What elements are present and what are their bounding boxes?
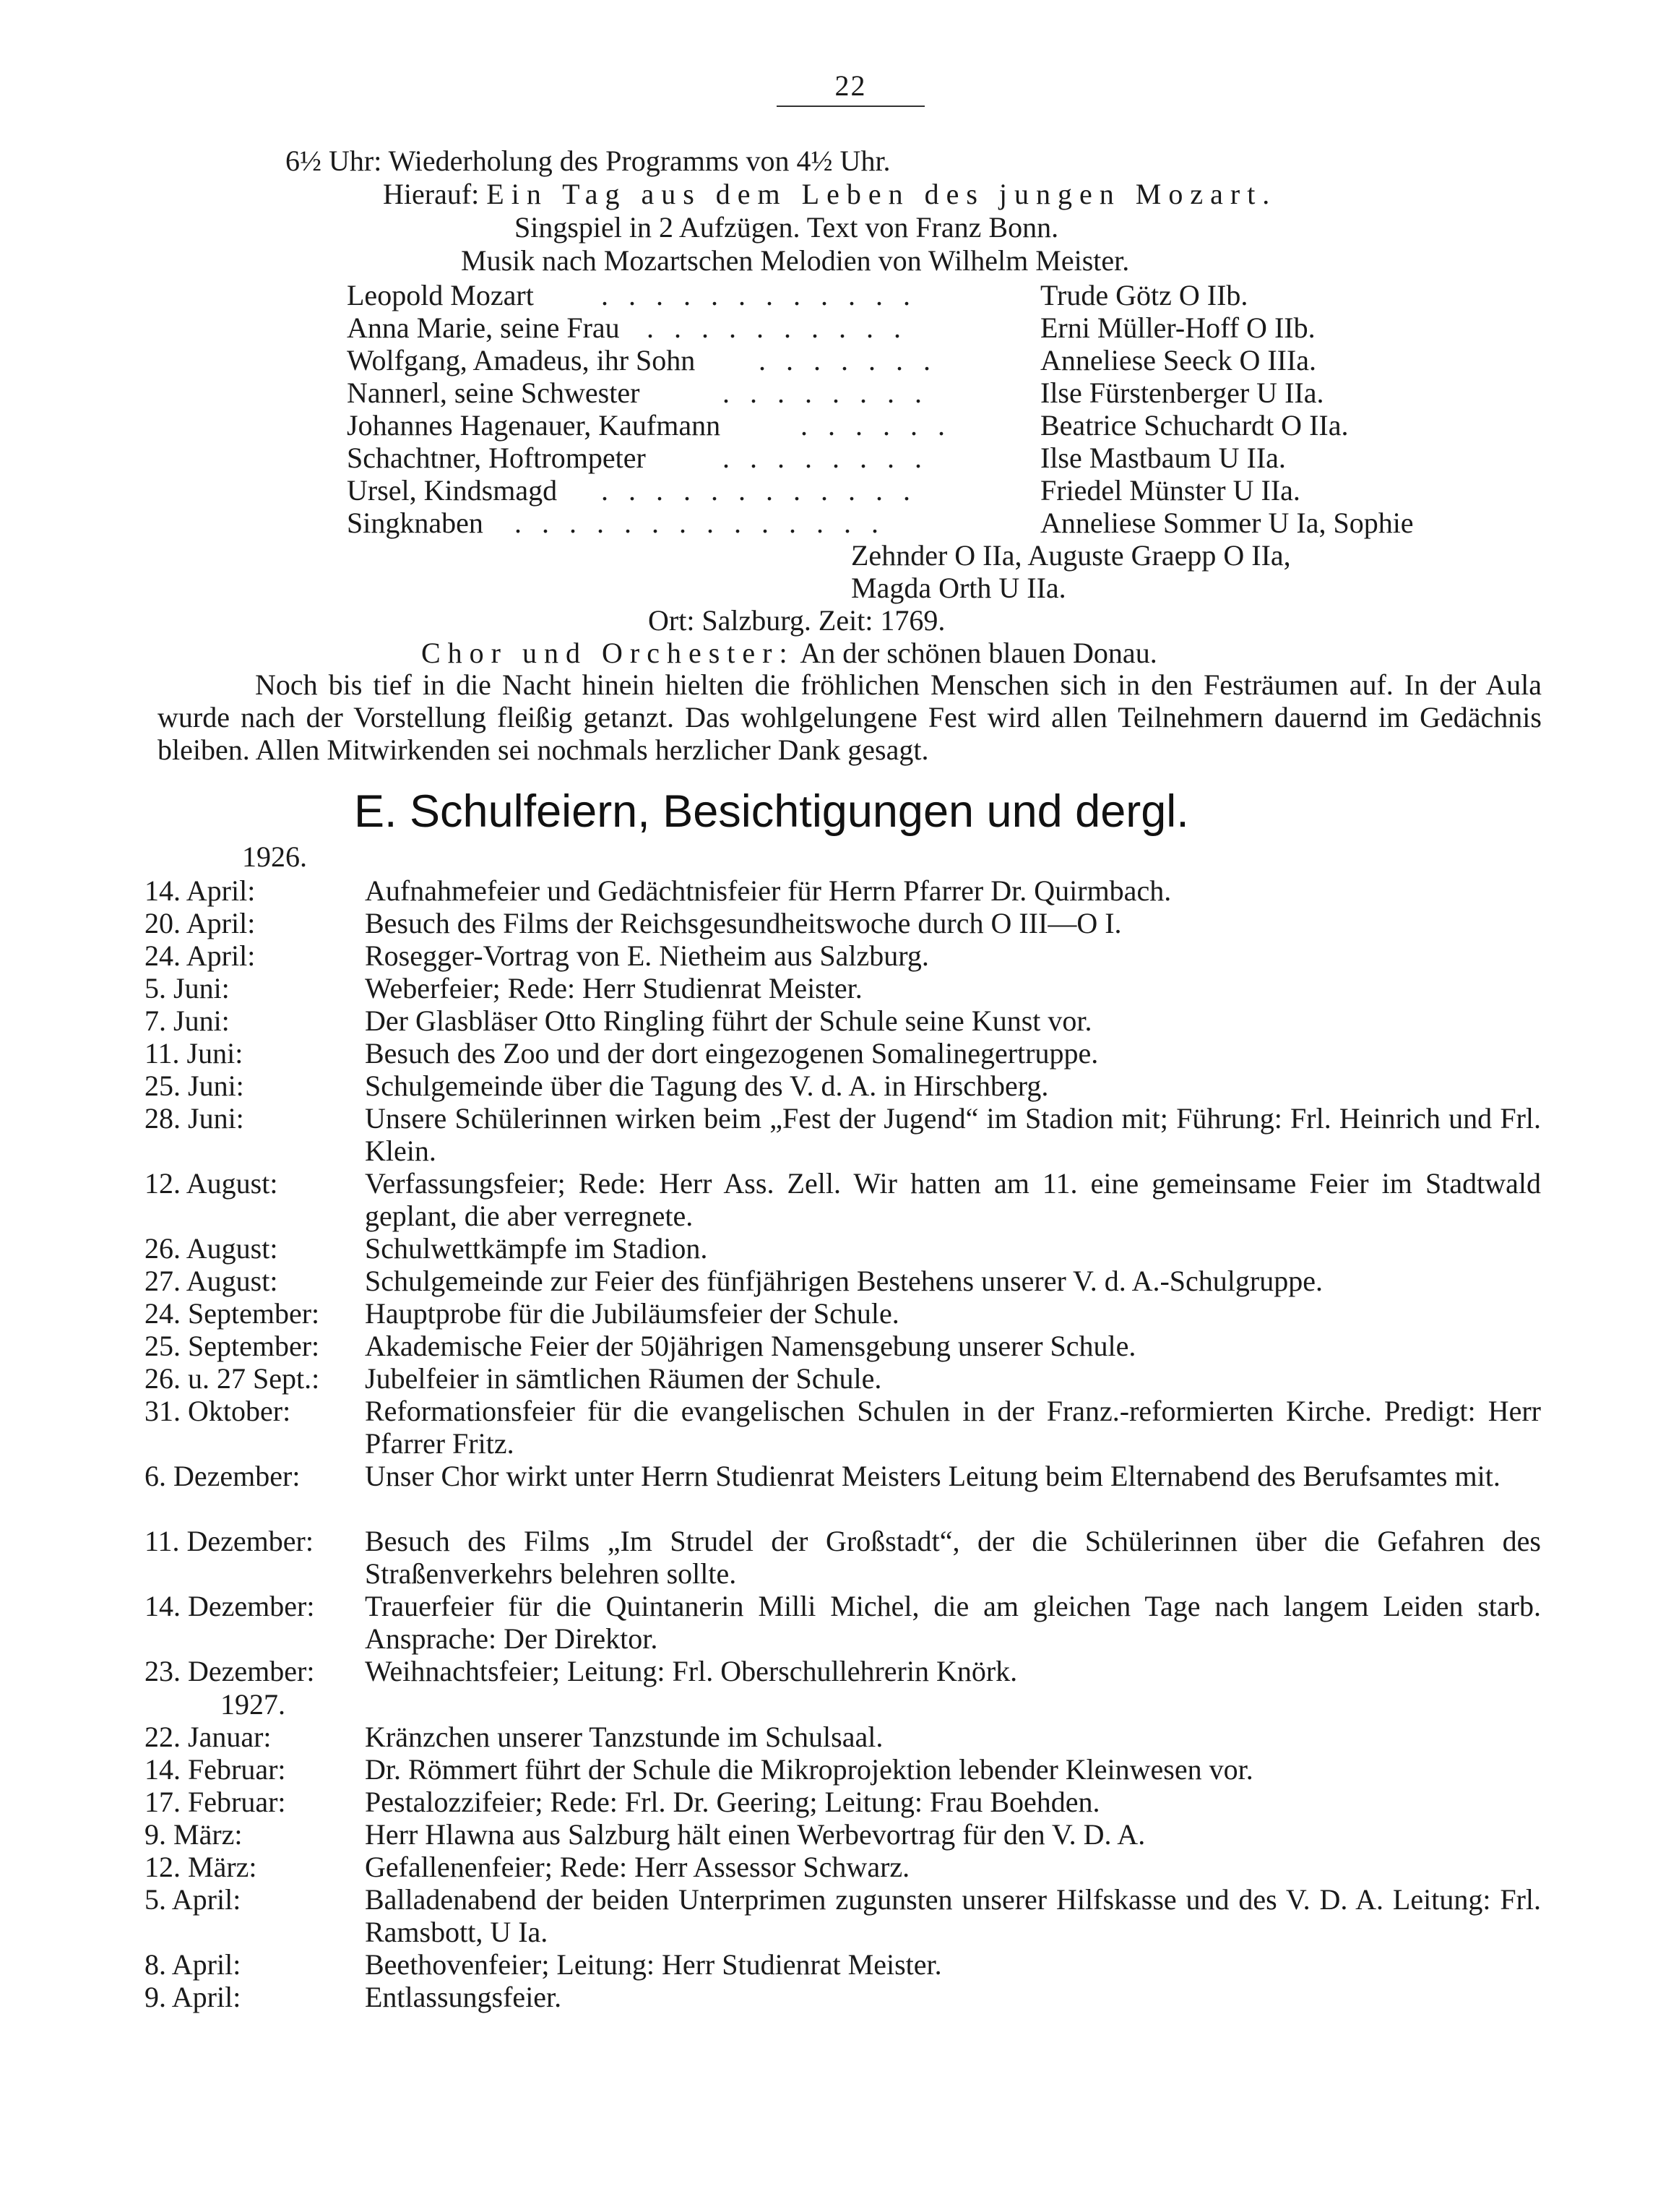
event-date: 7. Juni: [144,1004,230,1037]
leader-dots: . . . . . . . . . . . . [601,474,917,507]
event-date: 14. April: [144,874,256,907]
leader-dots: . . . . . . . . . . . . . . [514,507,885,539]
cast-actor: Erni Müller-Hoff O IIb. [1040,311,1316,344]
section-heading: E. Schulfeiern, Besichtigungen und dergl. [354,786,1189,837]
cast-actor: Friedel Münster U IIa. [1040,474,1300,507]
event-date: 17. Februar: [144,1786,286,1818]
event-text: Unser Chor wirkt unter Herrn Studienrat Meisters Leitung beim Elternabend des Berufsamtes mit. [365,1460,1501,1492]
event-date: 24. April: [144,939,256,972]
event-date: 20. April: [144,907,256,939]
event-date: 22. Januar: [144,1721,272,1753]
event-text: Pestalozzifeier; Rede: Frl. Dr. Geering; Leitung: Frau Boehden. [365,1786,1100,1818]
event-text: Jubelfeier in sämtlichen Räumen der Schule. [365,1362,882,1395]
event-text: Dr. Römmert führt der Schule die Mikroprojektion lebender Kleinwesen vor. [365,1753,1253,1786]
event-text: Trauerfeier für die Quintanerin Milli Michel, die am gleichen Tage nach langem Leiden starb. Ansprache: Der Direktor. [365,1590,1541,1655]
program-chor [421,637,1157,670]
event-text: Schulgemeinde zur Feier des fünfjährigen Bestehens unserer V. d. A.-Schulgruppe. [365,1265,1323,1297]
cast-role: Nannerl, seine Schwester [347,376,640,409]
event-text: Aufnahmefeier und Gedächtnisfeier für Herrn Pfarrer Dr. Quirmbach. [365,874,1172,907]
event-date: 12. August: [144,1167,278,1200]
event-text: Besuch des Zoo und der dort eingezogenen Somalinegertruppe. [365,1037,1099,1070]
event-text: Gefallenenfeier; Rede: Herr Assessor Schwarz. [365,1851,910,1883]
cast-actor: Ilse Fürstenberger U IIa. [1040,376,1324,409]
event-text: Verfassungsfeier; Rede: Herr Ass. Zell. Wir hatten am 11. eine gemeinsame Feier im Stadtwald geplant, die aber verregnete. [365,1167,1541,1232]
leader-dots: . . . . . . [800,409,951,442]
cast-role: Anna Marie, seine Frau [347,311,620,344]
leader-dots: . . . . . . . . . . [647,311,907,344]
leader-dots: . . . . . . . . . . . . [601,279,917,311]
cast-role: Schachtner, Hoftrompeter [347,442,646,474]
cast-actor: Trude Götz O IIb. [1040,279,1248,311]
program-line-singspiel: Singspiel in 2 Aufzügen. Text von Franz Bonn. [514,211,1059,244]
event-text: Entlassungsfeier. [365,1981,562,2013]
event-date: 25. Juni: [144,1070,244,1102]
event-text: Akademische Feier der 50jährigen Namensgebung unserer Schule. [365,1330,1136,1362]
event-text: Hauptprobe für die Jubiläumsfeier der Schule. [365,1297,899,1330]
cast-continuation: Magda Orth U IIa. [851,572,1066,604]
cast-role: Leopold Mozart [347,279,534,311]
event-date: 28. Juni: [144,1102,244,1135]
event-date: 24. September: [144,1297,320,1330]
cast-actor: Anneliese Sommer U Ia, Sophie [1040,507,1414,539]
event-text: Herr Hlawna aus Salzburg hält einen Werbevortrag für den V. D. A. [365,1818,1146,1851]
cast-actor: Anneliese Seeck O IIIa. [1040,344,1317,376]
program-line-musik: Musik nach Mozartschen Melodien von Wilhelm Meister. [461,244,1130,277]
event-text: Weihnachtsfeier; Leitung: Frl. Oberschullehrerin Knörk. [365,1655,1018,1687]
leader-dots: . . . . . . . [759,344,937,376]
program-line-repeat: 6½ Uhr: Wiederholung des Programms von 4½ Uhr. [285,145,891,177]
cast-actor: Beatrice Schuchardt O IIa. [1040,409,1349,442]
event-date: 11. Dezember: [144,1525,314,1557]
page-number: 22 [777,66,925,107]
year-label: 1926. [242,840,307,873]
event-text: Reformationsfeier für die evangelischen Schulen in der Franz.-reformierten Kirche. Predigt: Herr Pfarrer Fritz. [365,1395,1541,1460]
cast-role: Johannes Hagenauer, Kaufmann [347,409,721,442]
event-text: Schulgemeinde über die Tagung des V. d. A. in Hirschberg. [365,1070,1049,1102]
event-text: Besuch des Films der Reichsgesundheitswoche durch O III—O I. [365,907,1122,939]
program-title-prefix: Hierauf: [383,178,487,210]
closing-paragraph: Noch bis tief in die Nacht hinein hielten die fröhlichen Menschen sich in den Festräumen auf. In der Aula wurde nach der Vorstellung fleißig getanzt. Das wohlgelungene Fest wird allen Teilnehmern dauernd im Gedächnis bleiben. Allen Mitwirkenden sei nochmals herzlicher Dank gesagt. [157,668,1542,766]
event-text: Beethovenfeier; Leitung: Herr Studienrat Meister. [365,1948,942,1981]
event-text: Weberfeier; Rede: Herr Studienrat Meister. [365,972,863,1004]
event-date: 11. Juni: [144,1037,243,1070]
cast-continuation: Zehnder O IIa, Auguste Graepp O IIa, [851,539,1291,572]
event-text: Balladenabend der beiden Unterprimen zugunsten unserer Hilfskasse und des V. D. A. Leitung: Frl. Ramsbott, U Ia. [365,1883,1541,1948]
leader-dots: . . . . . . . . [722,442,928,474]
program-line-title [383,178,1277,211]
event-date: 5. April: [144,1883,241,1916]
cast-actor: Ilse Mastbaum U IIa. [1040,442,1286,474]
event-text: Unsere Schülerinnen wirken beim „Fest der Jugend“ im Stadion mit; Führung: Frl. Heinrich und Frl. Klein. [365,1102,1541,1167]
year-label: 1927. [220,1688,285,1721]
event-date: 26. u. 27 Sept.: [144,1362,320,1395]
event-date: 14. Februar: [144,1753,286,1786]
chor-text: An der schönen blauen Donau. [800,637,1157,669]
event-text: Besuch des Films „Im Strudel der Großstadt“, der die Schülerinnen über die Gefahren des Straßenverkehrs belehren sollte. [365,1525,1541,1590]
event-date: 23. Dezember: [144,1655,315,1687]
event-date: 26. August: [144,1232,278,1265]
program-title: Ein Tag aus dem Leben des jungen Mozart. [486,178,1277,210]
leader-dots: . . . . . . . . [722,376,928,409]
event-text: Kränzchen unserer Tanzstunde im Schulsaal. [365,1721,884,1753]
event-date: 31. Oktober: [144,1395,291,1427]
event-date: 25. September: [144,1330,320,1362]
program-ort: Ort: Salzburg. Zeit: 1769. [648,604,946,637]
event-date: 6. Dezember: [144,1460,301,1492]
cast-role: Singknaben [347,507,483,539]
event-date: 14. Dezember: [144,1590,315,1622]
event-text: Rosegger-Vortrag von E. Nietheim aus Salzburg. [365,939,929,972]
event-date: 5. Juni: [144,972,230,1004]
event-date: 9. April: [144,1981,241,2013]
event-date: 12. März: [144,1851,257,1883]
chor-label: Chor und Orchester: [421,637,795,669]
cast-role: Wolfgang, Amadeus, ihr Sohn [347,344,696,376]
cast-role: Ursel, Kindsmagd [347,474,558,507]
event-text: Schulwettkämpfe im Stadion. [365,1232,708,1265]
event-text: Der Glasbläser Otto Ringling führt der Schule seine Kunst vor. [365,1004,1092,1037]
event-date: 9. März: [144,1818,243,1851]
event-date: 8. April: [144,1948,241,1981]
event-date: 27. August: [144,1265,278,1297]
